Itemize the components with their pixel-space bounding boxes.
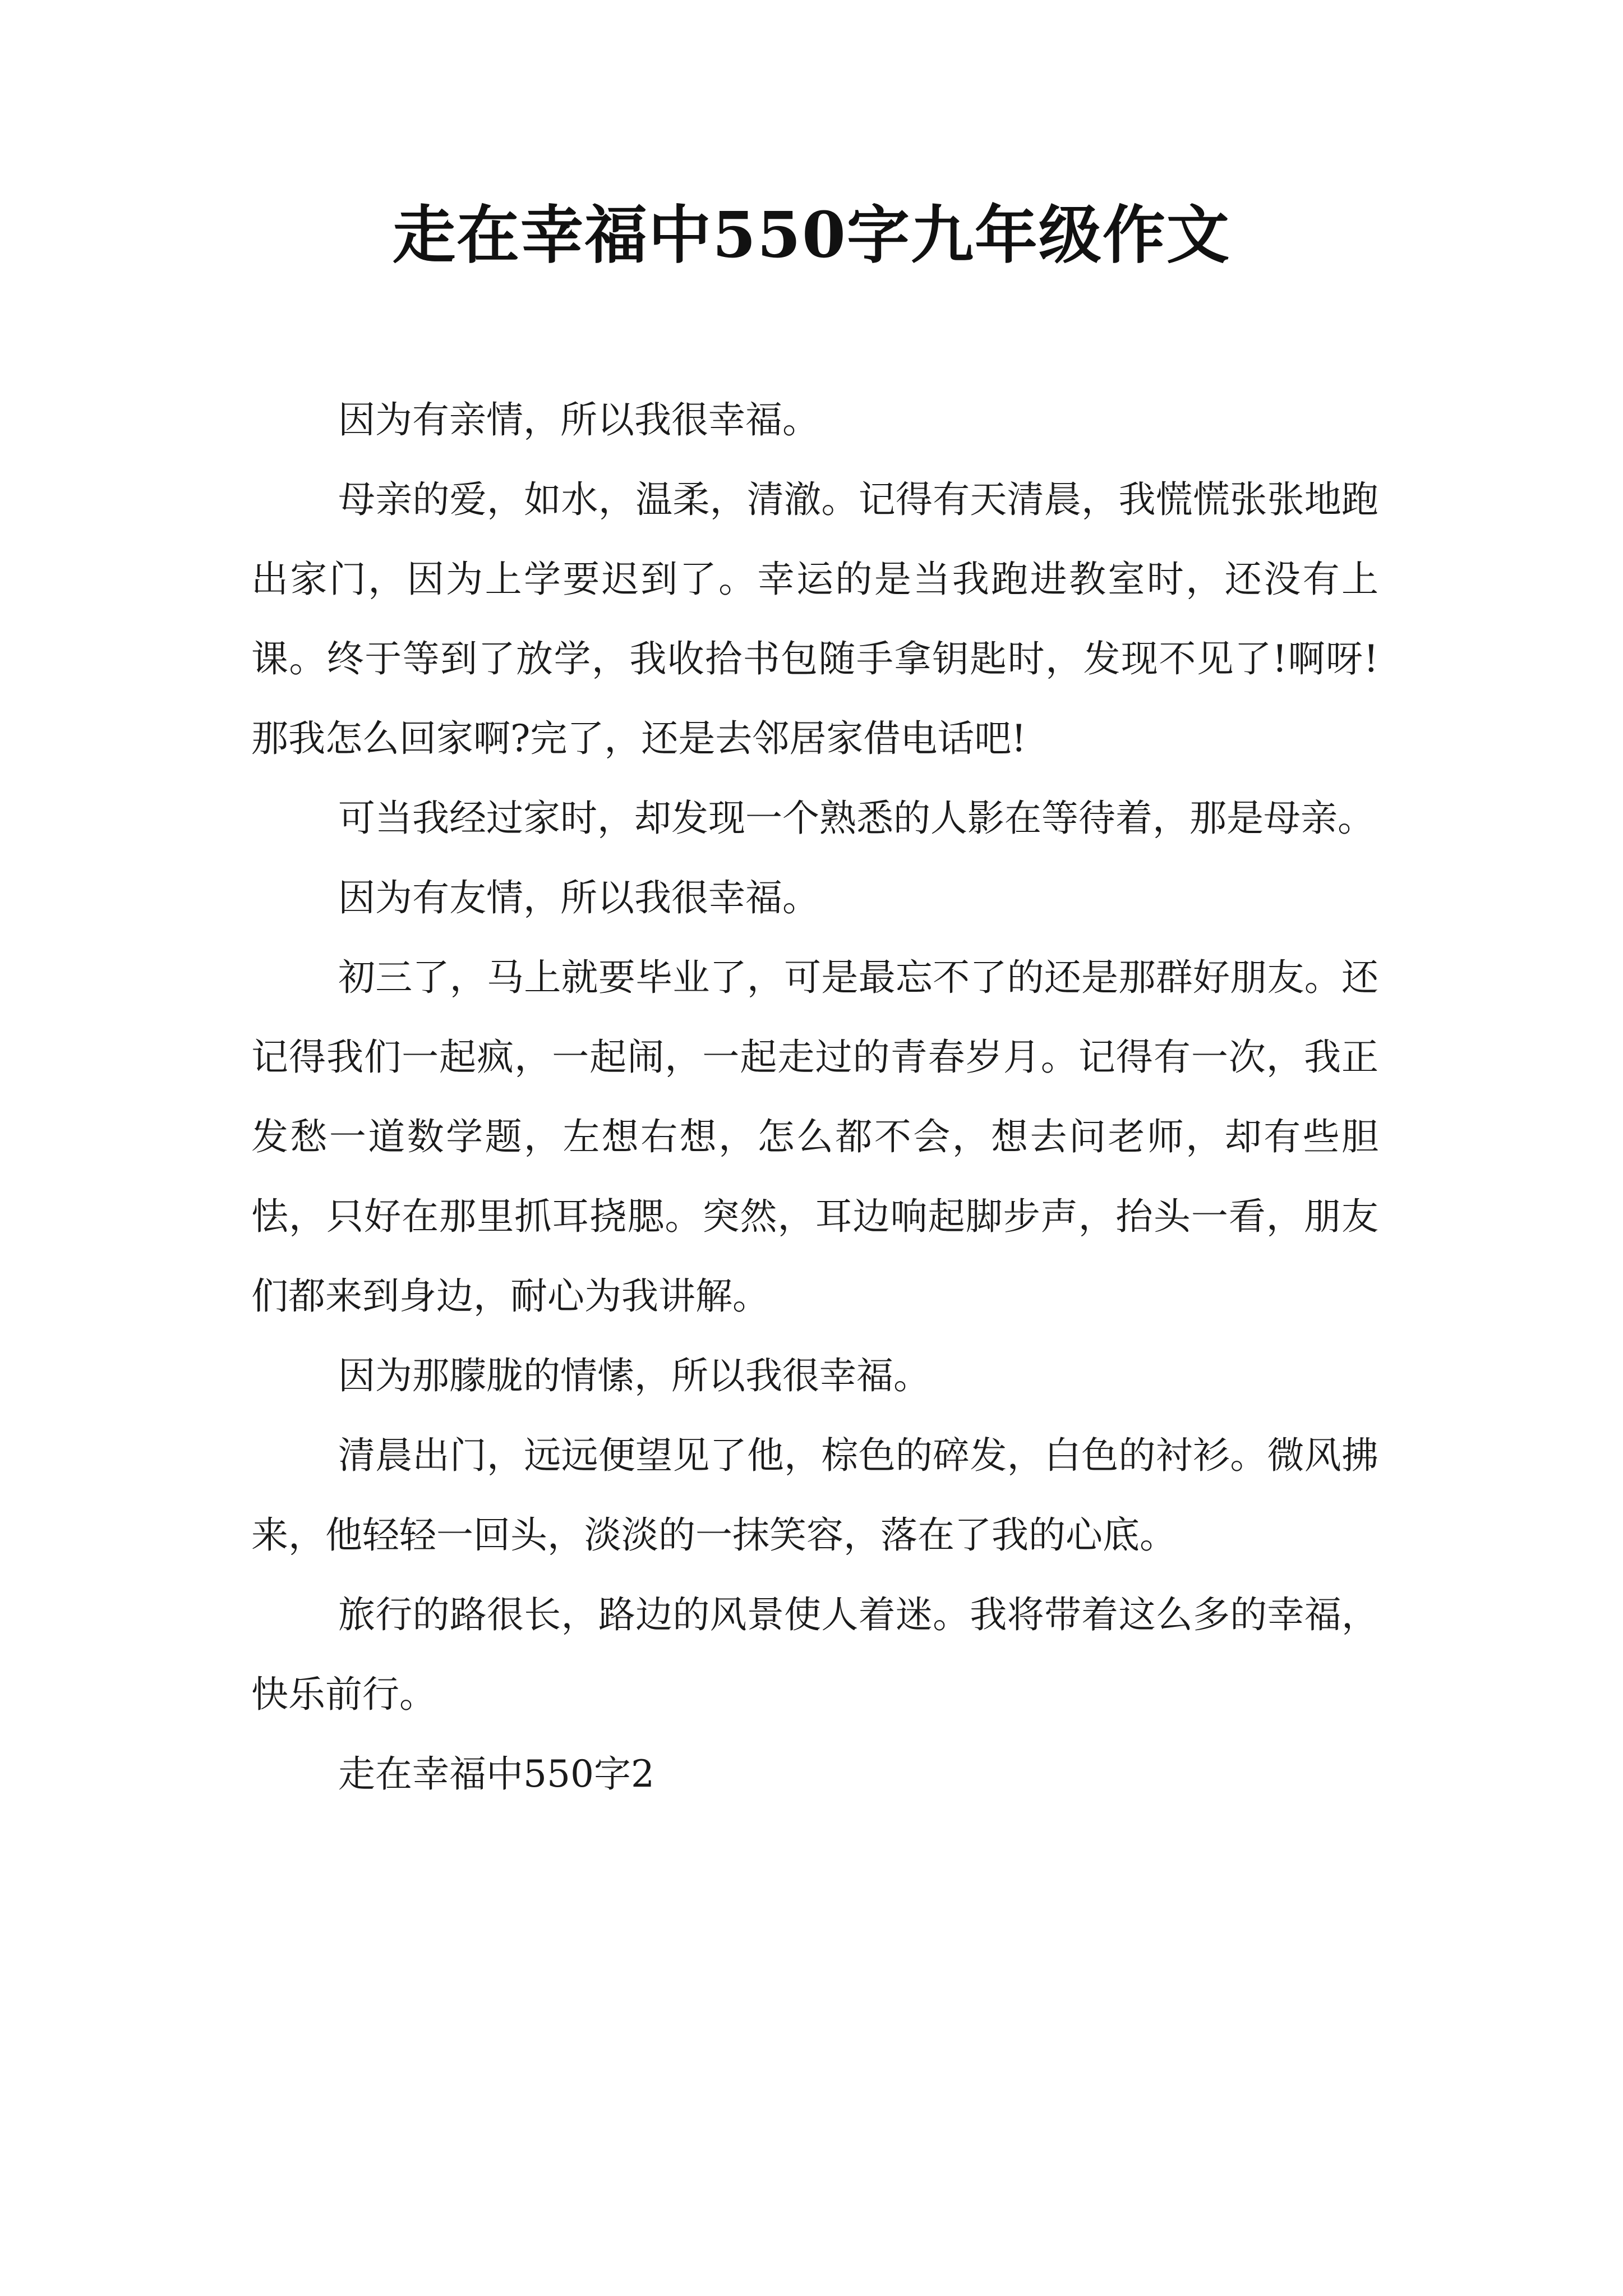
paragraph: 因为那朦胧的情愫，所以我很幸福。	[338, 1354, 930, 1397]
paragraph: 初三了，马上就要毕业了，可是最忘不了的还是那群好朋友。还记得我们一起疯，一起闹，一起走过的青春岁月。记得有一次，我正发愁一道数学题，左想右想，怎么都不会，想去问老师，却有些胆怯，只好在那里抓耳挠腮。突然，耳边响起脚步声，抬头一看，朋友们都来到身边，耐心为我讲解。	[251, 956, 1378, 1318]
document-title: 走在幸福中550字九年级作文	[393, 199, 1230, 272]
paragraph: 因为有亲情，所以我很幸福。	[338, 398, 819, 441]
paragraph: 清晨出门，远远便望见了他，棕色的碎发，白色的衬衫。微风拂来，他轻轻一回头，淡淡的一抹笑容，落在了我的心底。	[251, 1434, 1378, 1557]
paragraph: 走在幸福中550字2	[338, 1752, 654, 1796]
paragraph: 旅行的路很长，路边的风景使人着迷。我将带着这么多的幸福，快乐前行。	[251, 1593, 1378, 1716]
paragraph: 因为有友情，所以我很幸福。	[338, 876, 819, 919]
paragraph: 母亲的爱，如水，温柔，清澈。记得有天清晨，我慌慌张张地跑出家门，因为上学要迟到了。幸运的是当我跑进教室时，还没有上课。终于等到了放学，我收拾书包随手拿钥匙时，发现不见了!啊呀!那我怎么回家啊?完了，还是去邻居家借电话吧!	[251, 478, 1378, 760]
document-body	[251, 380, 1378, 1814]
paragraph: 可当我经过家时，却发现一个熟悉的人影在等待着，那是母亲。	[338, 797, 1375, 840]
